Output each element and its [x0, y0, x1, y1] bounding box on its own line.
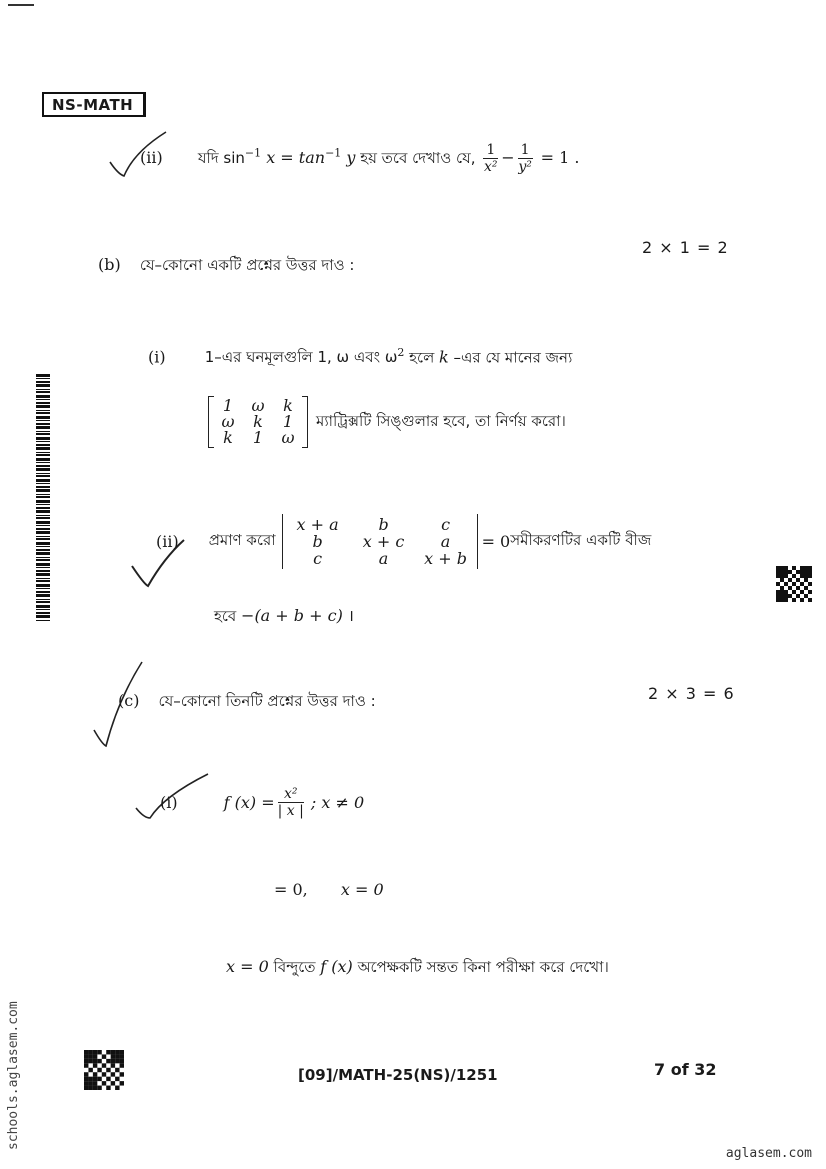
point: x = 0 — [226, 957, 269, 976]
equation-rhs: = 1 . — [540, 148, 580, 167]
question-text-part4: হয় তবে দেখাও যে, — [355, 149, 481, 167]
question-text: ম্যাট্রিক্সটি সিঙ্গুলার হবে, তা নির্ণয় করো। — [316, 411, 566, 430]
question-b-i — [148, 346, 572, 371]
question-text: বিন্দুতে — [268, 958, 321, 976]
fraction-1-over-x2: $\frac{1}{\text{x²}}$ — [484, 142, 498, 175]
question-c-i-statement — [226, 956, 609, 981]
section-b-heading — [98, 254, 354, 279]
fraction-x2-over-abs-x: $\frac{\text{x²}}{| x |}$ — [277, 786, 304, 819]
question-text: হবে — [214, 607, 242, 625]
condition: x = 0 — [340, 880, 384, 899]
question-label: (ii) — [156, 532, 179, 551]
danda: । — [342, 606, 354, 625]
section-b-marks: 2 × 1 = 2 — [642, 238, 729, 257]
inverse-superscript: −1 — [325, 146, 342, 160]
section-label: (c) — [118, 691, 140, 710]
determinant: x + a b c b x + c a c a x + b — [282, 514, 478, 569]
paper-code: [09]/MATH-25(NS)/1251 — [298, 1066, 498, 1084]
page-number: 7 of 32 — [654, 1060, 717, 1079]
question-text: –এর যে মানের জন্য — [448, 348, 573, 367]
question-text: অপেক্ষকটি সন্তত কিনা পরীক্ষা করে দেখো। — [352, 958, 609, 976]
question-text: হলে — [404, 348, 440, 367]
matrix: 1 ω k ω k 1 k 1 ω — [208, 396, 308, 448]
question-c-i — [160, 786, 364, 819]
minus-sign: − — [501, 148, 515, 167]
question-text: প্রমাণ করো — [208, 531, 276, 549]
inverse-superscript: −1 — [244, 146, 262, 160]
condition: ; x ≠ 0 — [310, 793, 365, 812]
question-label: (ii) — [140, 148, 163, 167]
piecewise-line-2 — [274, 880, 384, 899]
barcode-icon — [36, 374, 50, 624]
question-text: 1–এর ঘনমূলগুলি 1, ω এবং ω — [204, 348, 398, 367]
section-c-marks: 2 × 3 = 6 — [648, 684, 735, 703]
question-b-ii — [156, 514, 651, 569]
qr-code-icon — [82, 1050, 126, 1090]
watermark: aglasem.com — [725, 1146, 812, 1161]
matrix-block — [208, 396, 566, 448]
question-text-part1: যদি sin — [197, 149, 245, 167]
piece-value: = 0, — [274, 880, 308, 899]
question-text: সমীকরণটির একটি বীজ — [510, 531, 652, 549]
function-lhs: f (x) = — [223, 793, 275, 812]
section-c-heading — [118, 690, 376, 715]
question-label: (i) — [160, 793, 178, 812]
fraction-1-over-y2: $\frac{1}{\text{y²}}$ — [518, 142, 532, 175]
question-b-ii-line2 — [214, 604, 354, 630]
root-expression: −(a + b + c) — [241, 606, 343, 625]
subject-tag: NS-MATH — [42, 92, 146, 117]
exponent: 2 — [397, 346, 405, 359]
equals-zero: = 0 — [481, 532, 511, 551]
side-url: schools.aglasem.com — [6, 1001, 21, 1150]
function-ref: f (x) — [320, 957, 353, 976]
question-text-part3: y — [341, 148, 356, 167]
question-a-ii — [140, 142, 580, 175]
qr-code-icon — [776, 566, 812, 602]
question-text-part2: x = tan — [261, 148, 326, 167]
section-instruction: যে–কোনো একটি প্রশ্নের উত্তর দাও : — [139, 256, 355, 274]
section-instruction: যে–কোনো তিনটি প্রশ্নের উত্তর দাও : — [158, 692, 376, 710]
corner-mark — [8, 4, 34, 6]
section-label: (b) — [98, 255, 121, 274]
variable-k: k — [439, 347, 449, 367]
question-label: (i) — [148, 347, 166, 367]
